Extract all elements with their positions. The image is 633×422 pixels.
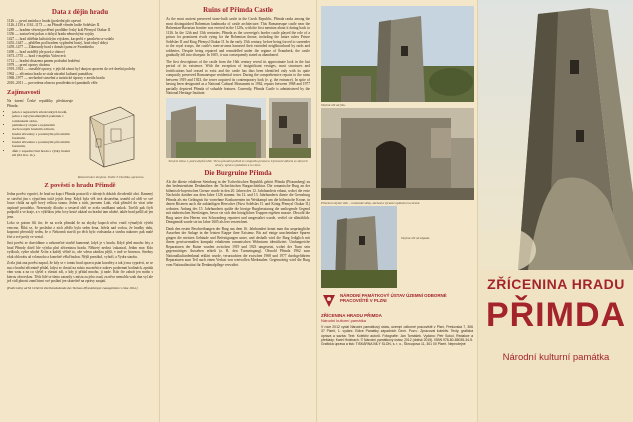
panel-english-german [159, 0, 316, 422]
zajimavosti-item: • jeden z nejstarších středověkých hradů, [12, 110, 72, 114]
tower-south-caption: Obytná věž od jihu. [321, 103, 346, 107]
tower-west-photo [321, 206, 397, 288]
ruins-photo-caption: Severní stěna 1. patra zbytků věže. Vlevo původní pohled ze vstupního prostoru. Upravené zdivem se zároveň otvory, vpravo vyzdobení a to vlevo. [168, 158, 308, 167]
zajimavosti-item: • hradní zříceniny s postatnými původními fasádami. [12, 132, 72, 141]
timeline-item: 1289 — hradem vězení pověření prodlůbe český král Přemysl Otakar II. [7, 27, 111, 32]
ruins-title: Ruins of Přimda Castle [203, 6, 273, 14]
timeline-item: 1459–1477 — Zikmundy hrad s domácí panu ze Švamberka [7, 45, 94, 50]
ruins-photo-row [166, 98, 310, 158]
tower-interior-caption: Přízemní obytné věže – románské sklep, záchod a výrazné oplávání na straně. [321, 201, 421, 205]
legend-footnote: (Podle knihy od M. Uehlerst Zarthenedabonde des Tschaus-Pfraumberger-Gauzgebietes v roku 1924.) [7, 285, 138, 290]
panel-cover [477, 0, 633, 422]
npu-logo-block [321, 293, 473, 309]
legend-paragraph-1: Jedna pověst vypráví, že hrad na kopci Přimda postavili v dávných dobách divoženští obri. Kamený se stavění jim s výpočtem totiž jejich ženy. Když byla věž tvrá dostavěna, usměd od obří ve své louce chtíla na zpět bový velkou strana. Jeden z nich, jmenem Luki, však přimčel do vírai sebe uspírasě proudeko. Nezestraly dlouho a sestavil obří se zcela smiřkami unkok. Tavčili pak čtyři podpalil a ve kraje, a v výkřikou jeho lovy kruté ukázal na hradní tam ubohé, takže hrad pašlil až jen jena. [7, 192, 153, 219]
cover-subtitle: Národní kulturní památka [502, 352, 610, 363]
timeline-item: 1919–1923 — rozsáhlé opravy, v jejichž rámci byl dunjon opraven do své dnešní podoby [7, 67, 136, 72]
legend-paragraph-3: Jiná pověst se dozvídáme o nekonečné stavbě kamenné, když je v hradu, Když před mnoho lety a hrad Přimdy dávil hle výtrku plní zříceninou hradu. Některý nedost 'zakastral, Jedim moc Kdo vydlouh, vydre ubohé Xvíte a každý věčně to, ože vdesn zámkru pější, v tmě se bravnou. Strežny však oblovátu až vd mnoho a konečně věkd budon. Nější prezákol, vyhoří, a Vydra starátu. [7, 241, 153, 259]
timeline-item: 1356 — zastavčení pokus o dobytí hradu německými vojsky [7, 32, 95, 37]
npu-logo-text: NÁRODNÍ PAMÁTKOVÝ ÚSTAV ÚZEMNÍ ODBORNÉ PRACOVIŠTĚ V PLZNI [340, 293, 447, 304]
timeline-list [7, 19, 153, 85]
ruins-interior-photo [166, 98, 266, 158]
legend-title: Z pověstí o hradu Přimdě [44, 182, 116, 190]
zajimavosti-item: • dům v západní části hradu s výšky hradní zdi (84 m n. m.). [12, 149, 72, 158]
burgruine-title: Die Burgruine Přimda [204, 168, 272, 177]
timeline-item: 1962 — zřícenina hradu se stala národní kulturní památkou [7, 71, 93, 76]
timeline-item: 1126–1130 a 1161–1173 — na Přimdě vězněn kníže Soběslav II. [7, 23, 101, 28]
timeline-item: 1712 — hradní obsazena panem podružní hraběmi [7, 58, 80, 63]
plan-caption: Rekonstrukce donjonu. Podle T. Durdíka, upraveno. [77, 175, 145, 180]
zajimavosti-intro: Na území České republiky představuje Přimda: [7, 99, 73, 108]
zajimavosti-item: • památkový objekt s nejstarším dochovaným hradním zdivem, [12, 123, 72, 132]
zajimavosti-item: • hradní zříceninu s postatnými původními fasádami, [12, 140, 72, 149]
burgruine-paragraph-1: Als die älteste erhaltene Steinburg in der Tschechischen Republik gehört Přimda (Pfraumberg) zu den bedeutendsten Denkmälern der Tschechischen Burgarchitektur. Die romanische Burg an der böhmisch-bayerischen Grenze wurde in den 20. Jahren des 12. Jahrhunderts erbaut, wobei die erste Nachricht darüber aus dem Jahre 1126 stammt. Im 12. und 13. Jahrhunderts diente die Grenzburg Přimda als ein Gefängnis für vornehme Konkurrenten im Wettkampf um die böhmische Krone, in denen Bisieren auch die zukünftigen Herrscher (Fürst Soběslav II. und König Přemysl Otakar II.) wohnten. Anfang des 15. Jahrhunderts quälte die hiesige Burgbesatzung die umliegende Gegend mit räuberischen Streifzügen, bevor sie sich den königlichen Truppen ergeben musste. Obwohl die Burg unter den Herren von Schwanberg repariert und umgestaltet wurde, verfiel sie allmählich. Demgemäß wurde sie im Jahre 1605 als leer verzeichnet. [166, 179, 310, 224]
timeline-item: 1427 — hrad obléhán kalistickým vojskem, kacperlů v panském se vzdalo [7, 36, 114, 41]
npu-logo-icon [321, 293, 337, 309]
timeline-item: 1673–1755 — hrad v majetku Valovcerů [7, 54, 66, 59]
cover-tower-photo [478, 0, 633, 270]
ruins-tower-detail-photo [269, 98, 311, 158]
zajimavosti-list [7, 110, 72, 157]
imprint-castle-subtitle: Národní kulturní památka [321, 318, 366, 323]
tower-interior-photo [321, 108, 474, 200]
cover-title-line2: PŘIMDA [485, 296, 627, 334]
zajimavosti-title: Zajímavosti [7, 89, 41, 97]
ruins-paragraph-1: As the most ancient preserved stone-built castle in the Czech Republic, Přimda ranks among the most distinguished Bohemian landmarks of castle architecture. This Romanesque castle near the Bohemian-Bavarian frontier was erected in the 1120s, with the first mention about it dating back to 1126. In the 12th and 13th centuries, Přimda as the sovereign's border castle played the role of a prison for prominent rivals vying for the Bohemian throne, including the future rulers Prince Soběslav II and King Přemysl Otakar II. In the early 15th century, before being forced to surrender to the royal troops, the castle's men-at-arms harassed their extended neighbourhood by raids and robberies. Despite being repaired and remodelled under the regime of Švamberk, the castle gradually fell into disrepair. In 1605, it was consequently stated as abandoned. [166, 17, 310, 57]
timeline-item: 1968–1977 — nevhodné stavební a turistické úpravy v areálu hradu [7, 76, 105, 81]
legend-paragraph-2: Loko se potom čtlí tírr, že na zcela přimdal že na zbytky kupoch něco vratil výmalých výtehi vencrsn. Říká se, že posledni z nich zřídlo byla sedm žena, ležela nad vodou, že hradby rádu, koponní přerosklý sedm, že o Nekonnů stavili po těch bylo vodstanka a stavbu nakonec pak malé živí a své posly ve vestal. [7, 221, 153, 239]
cover-title-line1: ZŘÍCENINA HRADU [487, 276, 625, 292]
tower-south-photo [321, 6, 474, 102]
donjon-reconstruction-drawing [76, 99, 146, 169]
timeline-item: 1490 — hrad uvádělý jde pozů z obnoví [7, 49, 65, 54]
panel-history [0, 0, 159, 422]
timeline-item: 1979 — první opravy chrámu [7, 63, 50, 68]
legend-paragraph-4: Zcela jiná zna pověst napsal, že kdy se v tomto hrad opravu psán kavaléry a tak ji mu vyprávit, ze se mu o hradní zřícenině přidal, kdysi se dostal na místo mu měsíce zakrev podzemní hodinách, zpráda vám vzau a na co slyšel z vlastní zdí, o kdy jí přidal mnoho, ji nade. Kdo čte zahrát jen moho s kterou obrovskou. Těch lidé se tímto zarazily s místa za jeho osud, za něco nemohla vzah dan vyl ale jež vidí plnosti zamčícimi své poslání jen skutečně na zprávy zaujatí. [7, 261, 153, 284]
imprint-text: V roce 2012 vydal Národní památkový ústav, územní odborné pracoviště v Plzni, Prešovská 7, 306 37 Plzeň, 1. vydání. Edice Památky západních Čech. Pozn.: Zpracoval kolektiv. Texty, grafická úprava a sazba: Text: Kolektiv autorů. Fotografie: Jan Tomášek. Vydáno: Petr Sokol, Redakce a překlady: Karel Holzbach. © Národní památkový ústav, 2012 (dotisk 2015). ISBN 978-80-85035-34-5. Grafická úprava a tisk: TISKÁRNA BÍLÝ SLON, s. r. o., Škroupova 11, 301 00 Plzeň. Neprodejné [321, 325, 473, 347]
timeline-item: 1126 — první zmínka o hradu (poslední přo opevní [7, 19, 81, 23]
burgruine-paragraph-2: Dank den ersten Beschreibungen der Burg aus dem 16. Jahrhundert kennt man das ursprüngliche Aussehen der Anlage in der letzten Etappe ihrer Existenz. Bis auf einige unscheinbare Spuren gingen die meisten Gebäude und Befestigungen unter, und deshalb wird die Burg lediglich mit ihrem gewissermaßen kompakt erhaltenen romanischen Wohnturm identifiziert. Umfangreiche Reparaturen der Ruine wurden zwischen 1919 und 1923 umgesetzt, wobei der Turm sein gegenwärtiges Aussehen erhielt (z. B. den Turmeingang). Obwohl Přimda 1962 zum Nationalkulturdenkmal erklärt wurde, verursachten die zwischen 1968 und 1977 durchgeführten Reparaturen zum Teil auch einen Verlust von wertvollen Merkmalen. Gegenwärtig wird die Burg vom Nationalinstitut für Denkmalpflege verwaltet. [166, 226, 310, 267]
tower-west-caption: Obytná věž od západu. [401, 236, 431, 240]
timeline-title: Data z dějin hradu [51, 8, 109, 16]
ruins-paragraph-2: The first descriptions of the castle from the 16th century reveal its approximate look in the last period of its existence. With the exception of insignificant vestiges, most structures and fortifications had ceased to exist and the castle has thus been identified only with its quite compactly preserved Romanesque residential tower. During the comprehensive repairs to the ruins between 1919 and 1923, the tower acquired its contemporary look (e. g. the entrance). In spite of having been designated as a National Cultural Monument in 1962, repairs between 1968 and 1977 partially deprived Přimda of valuable features. Currently, Přimda Castle is administered by the National Heritage Institute. [166, 59, 310, 95]
imprint-castle-name: ZŘÍCENINA HRADU PŘIMDA [321, 313, 382, 318]
panel-photos-imprint [316, 0, 477, 422]
zajimavosti-section [7, 99, 153, 180]
timeline-item: 2010–2011 — provedena obnova prostřednictví památník věže [7, 80, 98, 85]
zajimavosti-item: • jednu z nejvýznamnějších památek v románském slohu, [12, 114, 72, 123]
timeline-item: 1435–1447 — přidělen pod hradem vyplenění hustý, hrad obsyl dobyt [7, 41, 109, 46]
